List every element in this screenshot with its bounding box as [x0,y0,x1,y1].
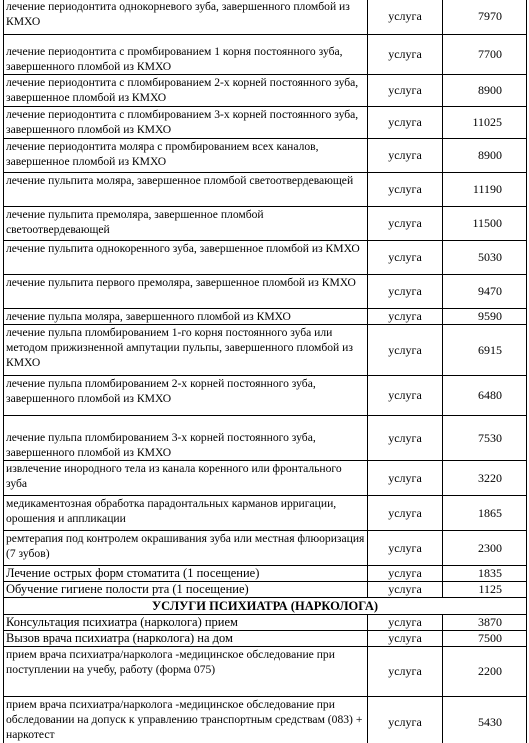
service-name: извлечение инородного тела из канала коренного или фронтального зуба [4,461,368,496]
service-name: лечение периодонтита моляра с промбированием всех каналов, завершенное пломбой из КМХО [4,139,368,173]
table-row [4,615,527,631]
service-name: лечение периодонтита с пломбированием 2-х корней постоянного зуба, завершенное пломбой из КМХО [4,75,368,107]
table-row [4,461,527,496]
unit-cell: услуга [368,325,443,376]
price-cell: 11025 [443,107,527,139]
service-name: медикаментозная обработка парадонтальных карманов ирригации, орошения и аппликации [4,496,368,531]
service-name: лечение периодонтита с пломбированием 3-х корней постоянного зуба, завершенного пломбой из КМХО [4,107,368,139]
unit-cell: услуга [368,75,443,107]
unit-cell: услуга [368,241,443,275]
unit-cell: услуга [368,107,443,139]
service-name: прием врача психиатра/нарколога -медицинское обследование при поступлении на учебу, работу (форма 075) [4,647,368,697]
table-row [4,309,527,325]
price-cell: 3870 [443,615,527,631]
table-row [4,496,527,531]
table-row [4,35,527,75]
table-row [4,139,527,173]
table-row [4,107,527,139]
price-cell: 9470 [443,275,527,309]
unit-cell: услуга [368,139,443,173]
price-cell: 8900 [443,75,527,107]
price-cell: 1835 [443,566,527,582]
price-cell: 7700 [443,35,527,75]
price-table [3,0,527,743]
unit-cell: услуга [368,647,443,697]
table-row [4,325,527,376]
service-name: лечение пульпита премоляра, завершенное пломбой светоотвердевающей [4,207,368,241]
table-row [4,566,527,582]
service-name: лечение пульпита первого премоляра, завершенное пломбой из КМХО [4,275,368,309]
table-row [4,631,527,647]
unit-cell: услуга [368,275,443,309]
service-name: лечение периодонтита однокорневого зуба, завершенного пломбой из КМХО [4,0,368,35]
unit-cell: услуга [368,309,443,325]
service-name: Вызов врача психиатра (нарколога) на дом [4,631,368,647]
price-cell: 2300 [443,531,527,566]
unit-cell: услуга [368,461,443,496]
service-name: прием врача психиатра/нарколога -медицинское обследование при обследовании на допуск к управлению транспортным средствам (083) + наркотест [4,697,368,743]
section-row [4,598,527,615]
service-name: лечение пульпита однокоренного зуба, завершенное пломбой из КМХО [4,241,368,275]
service-name: лечение пульпа пломбированием 3-х корней постоянного зуба, завершенного пломбой из КМХО [4,416,368,461]
table-row [4,376,527,416]
price-cell: 7500 [443,631,527,647]
price-cell: 6915 [443,325,527,376]
unit-cell: услуга [368,566,443,582]
table-row [4,582,527,598]
unit-cell: услуга [368,496,443,531]
price-cell: 1125 [443,582,527,598]
table-row [4,531,527,566]
service-name: Обучение гигиене полости рта (1 посещение) [4,582,368,598]
unit-cell: услуга [368,531,443,566]
table-row [4,75,527,107]
unit-cell: услуга [368,35,443,75]
service-name: Лечение острых форм стоматита (1 посещение) [4,566,368,582]
unit-cell: услуга [368,615,443,631]
table-row [4,241,527,275]
section-title: УСЛУГИ ПСИХИАТРА (НАРКОЛОГА) [4,598,527,615]
unit-cell: услуга [368,0,443,35]
service-name: Консультация психиатра (нарколога) прием [4,615,368,631]
table-row [4,173,527,207]
unit-cell: услуга [368,416,443,461]
table-row [4,697,527,743]
price-cell: 2200 [443,647,527,697]
unit-cell: услуга [368,207,443,241]
price-cell: 8900 [443,139,527,173]
price-cell: 6480 [443,376,527,416]
table-row [4,275,527,309]
table-row [4,0,527,35]
unit-cell: услуга [368,376,443,416]
price-cell: 7530 [443,416,527,461]
unit-cell: услуга [368,631,443,647]
unit-cell: услуга [368,582,443,598]
service-name: лечение периодонтита с промбированием 1 корня постоянного зуба, завершенного пломбой из КМХО [4,35,368,75]
price-cell: 5430 [443,697,527,743]
unit-cell: услуга [368,697,443,743]
price-cell: 5030 [443,241,527,275]
service-name: лечение пульпа моляра, завершенного пломбой из КМХО [4,309,368,325]
unit-cell: услуга [368,173,443,207]
price-cell: 11190 [443,173,527,207]
price-cell: 3220 [443,461,527,496]
table-row [4,416,527,461]
service-name: лечение пульпа пломбированием 1-го корня постоянного зуба или методом прижизненной ампутации пульпы, завершенного пломбой из КМХО [4,325,368,376]
table-row [4,647,527,697]
price-cell: 11500 [443,207,527,241]
price-cell: 7970 [443,0,527,35]
service-name: лечение пульпа пломбированием 2-х корней постоянного зуба, завершенного пломбой из КМХО [4,376,368,416]
price-cell: 1865 [443,496,527,531]
table-row [4,207,527,241]
price-cell: 9590 [443,309,527,325]
service-name: лечение пульпита моляра, завершенное пломбой светоотвердевающей [4,173,368,207]
service-name: ремтерапия под контролем окрашивания зуба или местная флюоризация (7 зубов) [4,531,368,566]
